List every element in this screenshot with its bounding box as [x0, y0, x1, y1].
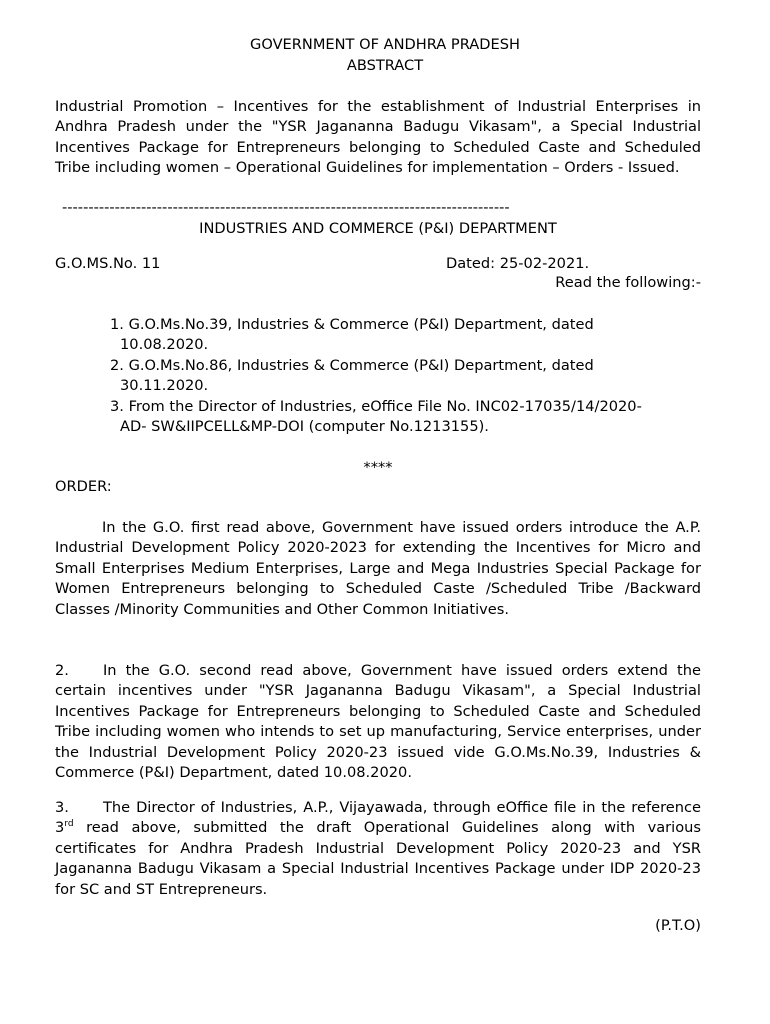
paragraph-3 — [55, 798, 701, 900]
reference-line: 2. G.O.Ms.No.86, Industries & Commerce (P&I) Department, dated — [110, 356, 594, 374]
department-heading: INDUSTRIES AND COMMERCE (P&I) DEPARTMENT — [199, 220, 557, 237]
divider-line: ------------------------------------------------------------------------------------- — [62, 199, 510, 216]
reference-item — [110, 356, 701, 397]
paragraph-number: 2. — [55, 662, 69, 679]
separator-stars: **** — [363, 459, 393, 476]
paragraph-2 — [55, 661, 701, 783]
paragraph-text: The Director of Industries, A.P., Vijayawada, through eOffice file in the reference 3 — [55, 799, 701, 837]
read-following-label: Read the following:- — [555, 274, 701, 291]
reference-item — [110, 397, 701, 438]
pto-note: (P.T.O) — [655, 917, 701, 934]
paragraph-text: In the G.O. second read above, Government have issued orders extend the certain incentives under "YSR Jagananna Badugu Vikasam", a Special Industrial Incentives Package for Entrepreneurs belonging to Scheduled Caste and Scheduled Tribe including women who intends to set up manufacturing, Service enterprises, under the Industrial Development Policy 2020-23 issued vide G.O.Ms.No.39, Industries & Commerce (P&I) Department, dated 10.08.2020. — [55, 662, 701, 782]
reference-line: 1. G.O.Ms.No.39, Industries & Commerce (P&I) Department, dated — [110, 316, 594, 333]
go-date: Dated: 25-02-2021. — [446, 255, 590, 272]
paragraph-1: In the G.O. first read above, Government have issued orders introduce the A.P. Industrial Development Policy 2020-2023 for extending the Incentives for Micro and Small Enterprises Medium Enterprises, Large and Mega Industries Special Package for Women Entrepreneurs belonging to Scheduled Caste /Scheduled Tribe /Backward Classes /Minority Communities and Other Common Initiatives. — [55, 519, 701, 618]
reference-line: 3. From the Director of Industries, eOffice File No. INC02-17035/14/2020- — [110, 397, 642, 415]
reference-line: 30.11.2020. — [120, 377, 209, 395]
reference-item — [110, 315, 701, 356]
go-number: G.O.MS.No. 11 — [55, 255, 161, 272]
reference-line: 10.08.2020. — [120, 336, 209, 354]
subject-text: Industrial Promotion – Incentives for the establishment of Industrial Enterprises in Andhra Pradesh under the "YSR Jagananna Badugu Vikasam", a Special Industrial Incentives Package for Entrepreneurs belonging to Scheduled Caste and Scheduled Tribe including women – Operational Guidelines for implementation – Orders - Issued. — [55, 98, 701, 177]
reference-line: AD- SW&IIPCELL&MP-DOI (computer No.1213155). — [120, 418, 489, 436]
order-label: ORDER: — [55, 478, 112, 495]
paragraph-text: read above, submitted the draft Operational Guidelines along with various certificates for Andhra Pradesh Industrial Development Policy 2020-23 and YSR Jagananna Badugu Vikasam a Special Industrial Incentives Package under IDP 2020-23 for SC and ST Entrepreneurs. — [55, 819, 701, 898]
paragraph-number: 3. — [55, 799, 69, 816]
ordinal-superscript: rd — [64, 819, 74, 830]
abstract-heading: ABSTRACT — [346, 57, 424, 74]
references-list — [110, 315, 701, 437]
government-heading: GOVERNMENT OF ANDHRA PRADESH — [250, 36, 520, 53]
